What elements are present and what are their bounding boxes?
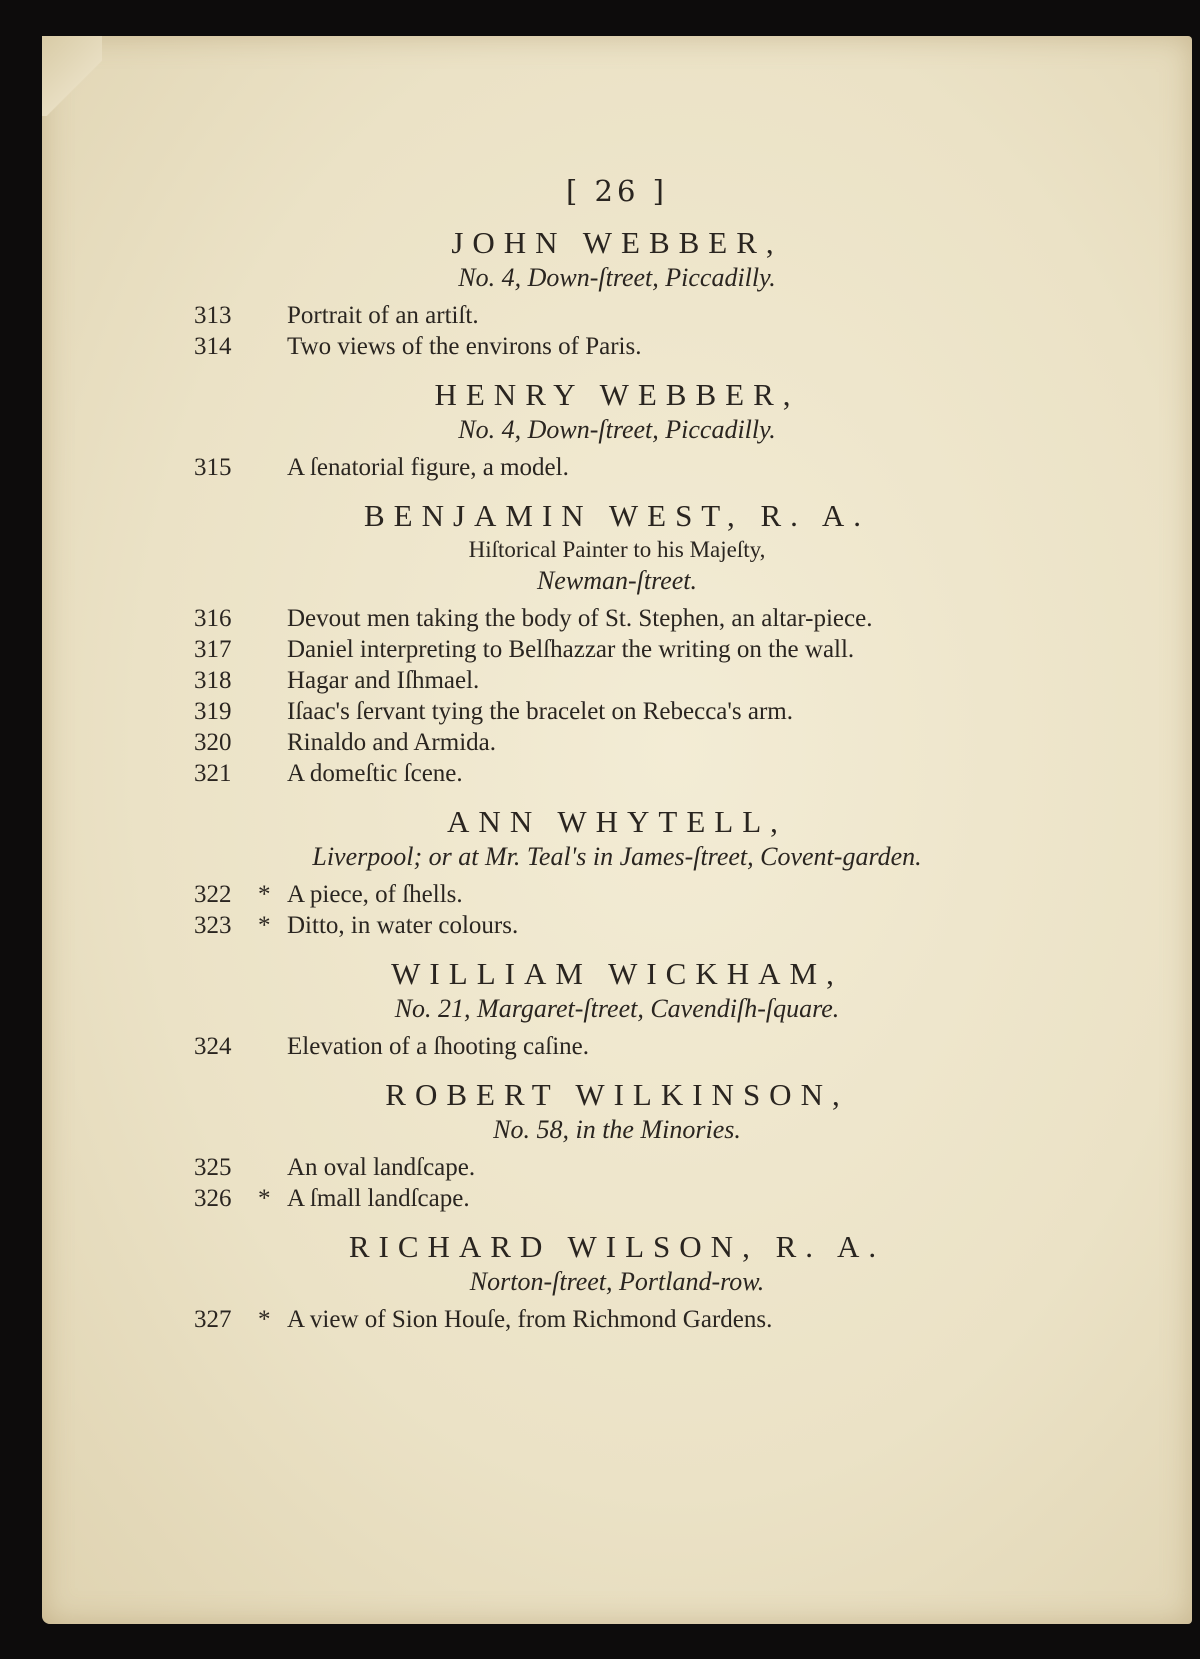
entry-title: Rinaldo and Armida.	[287, 729, 496, 756]
artist-name: WILLIAM WICKHAM,	[391, 956, 843, 991]
entry-list	[42, 879, 1192, 941]
entry-title: A domeſtic ſcene.	[287, 760, 463, 787]
artist-section	[42, 803, 1192, 941]
artist-address: Liverpool; or at Mr. Teal's in James-ſtreet, Covent-garden.	[312, 842, 922, 871]
entry-title: Two views of the environs of Paris.	[287, 333, 642, 360]
entry-title: Devout men taking the body of St. Stephen, an altar-piece.	[287, 605, 873, 632]
entry-number: 323	[194, 912, 232, 939]
entry-star-marker: *	[258, 912, 271, 939]
entry-list	[42, 1304, 1192, 1335]
catalogue-page	[42, 36, 1192, 1624]
entry-star-marker: *	[258, 1306, 271, 1333]
catalogue-entry	[42, 300, 1032, 331]
artist-name: ROBERT WILKINSON,	[385, 1077, 849, 1112]
catalogue-entry	[42, 910, 1032, 941]
catalogue-entry	[42, 331, 1032, 362]
page-number: [ 26 ]	[566, 174, 668, 208]
entry-list	[42, 603, 1192, 789]
catalogue-entry	[42, 1183, 1032, 1214]
entry-number: 317	[194, 636, 232, 663]
entry-title: Hagar and Iſhmael.	[287, 667, 480, 694]
entry-number: 326	[194, 1185, 232, 1212]
artist-address: Norton-ſtreet, Portland-row.	[469, 1267, 765, 1296]
entry-number: 318	[194, 667, 232, 694]
catalogue-listing	[42, 224, 1192, 1335]
entry-title: An oval landſcape.	[287, 1154, 476, 1181]
entry-title: Portrait of an artiſt.	[287, 302, 479, 329]
entry-number: 327	[194, 1306, 232, 1333]
entry-star-marker: *	[258, 1185, 271, 1212]
artist-section	[42, 1228, 1192, 1335]
entry-number: 321	[194, 760, 232, 787]
artist-name: BENJAMIN WEST, R. A.	[363, 498, 871, 533]
entry-number: 320	[194, 729, 232, 756]
artist-address: Newman-ſtreet.	[536, 566, 698, 595]
artist-address: No. 21, Margaret-ſtreet, Cavendiſh-ſquare.	[394, 994, 840, 1023]
artist-name: HENRY WEBBER,	[434, 377, 800, 412]
artist-name: RICHARD WILSON, R. A.	[348, 1229, 886, 1264]
entry-title: Ditto, in water colours.	[287, 912, 519, 939]
catalogue-entry	[42, 1031, 1032, 1062]
entry-title: A view of Sion Houſe, from Richmond Gardens.	[287, 1306, 773, 1333]
catalogue-entry	[42, 603, 1032, 634]
entry-number: 316	[194, 605, 232, 632]
artist-section	[42, 1076, 1192, 1214]
artist-section	[42, 497, 1192, 789]
artist-section	[42, 224, 1192, 362]
entry-list	[42, 1031, 1192, 1062]
catalogue-entry	[42, 1304, 1032, 1335]
folded-corner	[42, 36, 102, 116]
entry-number: 324	[194, 1033, 232, 1060]
entry-title: A ſmall landſcape.	[287, 1185, 470, 1212]
artist-name: JOHN WEBBER,	[451, 225, 783, 260]
catalogue-entry	[42, 1152, 1032, 1183]
entry-title: Daniel interpreting to Belſhazzar the writing on the wall.	[287, 636, 855, 663]
catalogue-entry	[42, 879, 1032, 910]
entry-number: 325	[194, 1154, 232, 1181]
entry-star-marker: *	[258, 881, 271, 908]
artist-section	[42, 376, 1192, 483]
entry-list	[42, 300, 1192, 362]
entry-number: 319	[194, 698, 232, 725]
artist-section	[42, 955, 1192, 1062]
artist-title: Hiſtorical Painter to his Majeſty,	[468, 537, 766, 562]
entry-number: 314	[194, 333, 232, 360]
artist-address: No. 58, in the Minories.	[493, 1115, 741, 1144]
catalogue-entry	[42, 727, 1032, 758]
entry-title: Elevation of a ſhooting caſine.	[287, 1033, 589, 1060]
artist-name: ANN WHYTELL,	[447, 804, 787, 839]
entry-title: A piece, of ſhells.	[287, 881, 463, 908]
artist-address: No. 4, Down-ſtreet, Piccadilly.	[458, 263, 776, 292]
entry-list	[42, 1152, 1192, 1214]
catalogue-entry	[42, 758, 1032, 789]
catalogue-entry	[42, 634, 1032, 665]
catalogue-entry	[42, 452, 1032, 483]
entry-number: 322	[194, 881, 232, 908]
entry-list	[42, 452, 1192, 483]
entry-title: A ſenatorial figure, a model.	[287, 454, 569, 481]
entry-number: 315	[194, 454, 232, 481]
entry-title: Iſaac's ſervant tying the bracelet on Rebecca's arm.	[287, 698, 793, 725]
catalogue-entry	[42, 696, 1032, 727]
artist-address: No. 4, Down-ſtreet, Piccadilly.	[458, 415, 776, 444]
entry-number: 313	[194, 302, 232, 329]
catalogue-entry	[42, 665, 1032, 696]
